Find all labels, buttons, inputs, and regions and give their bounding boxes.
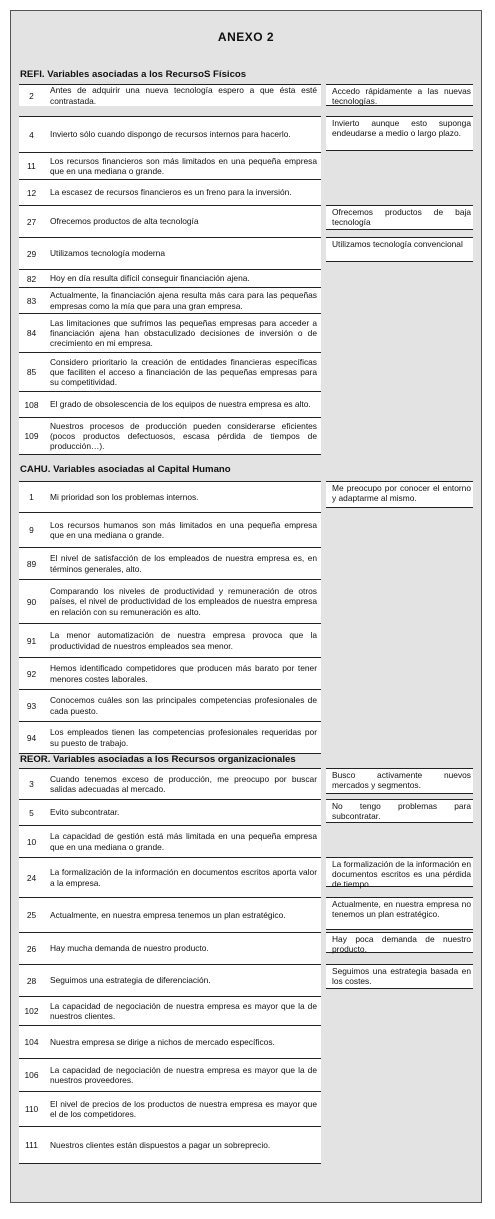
variable-number: 85	[19, 352, 44, 391]
variable-statement: Los recursos financieros son más limitados en una pequeña empresa que en una mediana o grande.	[44, 152, 321, 179]
opposite-statement: Ofrecemos productos de baja tecnología	[326, 205, 473, 230]
variable-number: 2	[19, 84, 44, 106]
opposite-statement: Invierto aunque esto suponga endeudarse a medio o largo plazo.	[326, 116, 473, 151]
variable-row	[19, 897, 474, 932]
variable-row	[19, 116, 474, 152]
variable-number: 9	[19, 512, 44, 547]
variable-statement: Invierto sólo cuando dispongo de recursos internos para hacerlo.	[44, 116, 321, 152]
variable-number: 25	[19, 897, 44, 932]
variable-statement: La formalización de la información en documentos escritos aporta valor a la empresa.	[44, 857, 321, 897]
section-name: Variables asociadas al Capital Humano	[53, 464, 231, 475]
variable-statement: La capacidad de negociación de nuestra empresa es mayor que la de nuestros clientes.	[44, 996, 321, 1025]
variable-row	[19, 352, 474, 391]
variable-number: 82	[19, 269, 44, 287]
variable-statement: Evito subcontratar.	[44, 799, 321, 825]
variable-row	[19, 1091, 474, 1126]
variable-statement: La escasez de recursos financieros es un freno para la inversión.	[44, 179, 321, 205]
section-code: REOR.	[20, 754, 51, 765]
variable-statement: Utilizamos tecnología moderna	[44, 237, 321, 269]
variable-statement: Considero prioritario la creación de entidades financieras específicas que faciliten el acceso a financiación de las pequeñas empresas para su competitividad.	[44, 352, 321, 391]
opposite-statement: Busco activamente nuevos mercados y segmentos.	[326, 768, 473, 794]
variable-number: 90	[19, 579, 44, 623]
opposite-statement: La formalización de la información en documentos escritos es una pérdida de tiempo.	[326, 857, 473, 887]
variable-row	[19, 825, 474, 857]
variable-row	[19, 799, 474, 825]
variable-statement: Nuestros clientes están dispuestos a pagar un sobreprecio.	[44, 1126, 321, 1164]
variable-row	[19, 721, 474, 754]
variable-statement: La capacidad de negociación de nuestra empresa es mayor que la de nuestros proveedores.	[44, 1058, 321, 1091]
variable-number: 26	[19, 932, 44, 964]
opposite-statement: Actualmente, en nuestra empresa no tenemos un plan estratégico.	[326, 897, 473, 930]
opposite-statement: Accedo rápidamente a las nuevas tecnologías.	[326, 84, 473, 106]
variable-row	[19, 152, 474, 179]
variable-number: 92	[19, 657, 44, 689]
variable-statement: Hoy en día resulta difícil conseguir financiación ajena.	[44, 269, 321, 287]
variable-row	[19, 996, 474, 1025]
variable-number: 91	[19, 623, 44, 657]
variable-statement: El nivel de precios de los productos de nuestra empresa es mayor que el de los competidores.	[44, 1091, 321, 1126]
variable-row	[19, 179, 474, 205]
variable-number: 111	[19, 1126, 44, 1164]
variable-number: 102	[19, 996, 44, 1025]
section-code: CAHU.	[20, 464, 51, 475]
section-title	[20, 69, 246, 80]
variable-statement: La capacidad de gestión está más limitada en una pequeña empresa que en una mediana o grande.	[44, 825, 321, 857]
variable-row	[19, 481, 474, 512]
variable-statement: Comparando los niveles de productividad y remuneración de otros países, el nivel de productividad de los empleados de nuestra empresa en relación con su remuneración es alto.	[44, 579, 321, 623]
variable-number: 106	[19, 1058, 44, 1091]
variable-row	[19, 657, 474, 689]
variable-row	[19, 768, 474, 799]
variable-number: 4	[19, 116, 44, 152]
section-name: Variables asociadas a los RecursoS Físicos	[47, 69, 247, 80]
opposite-statement: Hay poca demanda de nuestro producto.	[326, 932, 473, 953]
variable-number: 1	[19, 481, 44, 512]
variable-statement: Actualmente, la financiación ajena resulta más cara para las pequeñas empresas como la mía que para una gran empresa.	[44, 287, 321, 313]
variable-number: 5	[19, 799, 44, 825]
variable-number: 83	[19, 287, 44, 313]
variable-row	[19, 417, 474, 455]
variable-row	[19, 1126, 474, 1164]
variable-number: 108	[19, 391, 44, 417]
variable-row	[19, 205, 474, 237]
variable-number: 24	[19, 857, 44, 897]
variable-statement: Cuando tenemos exceso de producción, me preocupo por buscar salidas adecuadas al mercado.	[44, 768, 321, 799]
variable-row	[19, 547, 474, 579]
opposite-statement: Utilizamos tecnología convencional	[326, 237, 473, 262]
variable-number: 109	[19, 417, 44, 455]
variable-statement: Actualmente, en nuestra empresa tenemos un plan estratégico.	[44, 897, 321, 932]
section-code: REFI.	[20, 69, 45, 80]
variable-statement: Las limitaciones que sufrimos las pequeñas empresas para acceder a financiación ajena han obstaculizado decisiones de inversión o de crecimiento en mi empresa.	[44, 313, 321, 352]
variable-statement: Hay mucha demanda de nuestro producto.	[44, 932, 321, 964]
section-title	[20, 754, 296, 765]
variable-row	[19, 689, 474, 721]
variable-statement: Los empleados tienen las competencias profesionales requeridas por su puesto de trabajo.	[44, 721, 321, 754]
section-title	[20, 464, 231, 475]
opposite-statement: Seguimos una estrategia basada en los costes.	[326, 964, 473, 989]
variable-number: 84	[19, 313, 44, 352]
variable-statement: Mi prioridad son los problemas internos.	[44, 481, 321, 512]
variable-number: 11	[19, 152, 44, 179]
variable-statement: La menor automatización de nuestra empresa provoca que la productividad de nuestros empleados sea menor.	[44, 623, 321, 657]
variable-row	[19, 857, 474, 897]
variable-row	[19, 84, 474, 106]
variable-number: 94	[19, 721, 44, 754]
variable-statement: Seguimos una estrategia de diferenciación.	[44, 964, 321, 996]
variable-statement: Conocemos cuáles son las principales competencias profesionales de cada puesto.	[44, 689, 321, 721]
variable-number: 12	[19, 179, 44, 205]
variable-statement: El grado de obsolescencia de los equipos de nuestra empresa es alto.	[44, 391, 321, 417]
variable-number: 93	[19, 689, 44, 721]
variable-number: 104	[19, 1025, 44, 1058]
variable-row	[19, 1058, 474, 1091]
variable-row	[19, 932, 474, 964]
variable-statement: Los recursos humanos son más limitados en una pequeña empresa que en una mediana o grande.	[44, 512, 321, 547]
annex-panel	[10, 10, 482, 1203]
variable-row	[19, 512, 474, 547]
variable-number: 110	[19, 1091, 44, 1126]
opposite-statement: No tengo problemas para subcontratar.	[326, 799, 473, 823]
variable-row	[19, 623, 474, 657]
variable-number: 29	[19, 237, 44, 269]
variable-statement: Nuestros procesos de producción pueden considerarse eficientes (pocos productos defectuosos, escasa pérdida de tiempos de producción…).	[44, 417, 321, 455]
variable-row	[19, 237, 474, 269]
variable-statement: Nuestra empresa se dirige a nichos de mercado específicos.	[44, 1025, 321, 1058]
variable-number: 10	[19, 825, 44, 857]
variable-row	[19, 287, 474, 313]
opposite-statement: Me preocupo por conocer el entorno y adaptarme al mismo.	[326, 481, 473, 508]
variable-row	[19, 1025, 474, 1058]
variable-statement: El nivel de satisfacción de los empleados de nuestra empresa es, en términos generales, alto.	[44, 547, 321, 579]
variable-statement: Ofrecemos productos de alta tecnología	[44, 205, 321, 237]
variable-row	[19, 964, 474, 996]
variable-row	[19, 391, 474, 417]
variable-number: 27	[19, 205, 44, 237]
variable-number: 89	[19, 547, 44, 579]
variable-number: 3	[19, 768, 44, 799]
annex-title: ANEXO 2	[217, 30, 275, 44]
variable-row	[19, 313, 474, 352]
variable-statement: Hemos identificado competidores que producen más barato por tener menores costes laborales.	[44, 657, 321, 689]
variable-row	[19, 269, 474, 287]
variable-number: 28	[19, 964, 44, 996]
section-name: Variables asociadas a los Recursos organizacionales	[53, 754, 296, 765]
variable-statement: Antes de adquirir una nueva tecnología espero a que ésta esté contrastada.	[44, 84, 321, 106]
variable-row	[19, 579, 474, 623]
